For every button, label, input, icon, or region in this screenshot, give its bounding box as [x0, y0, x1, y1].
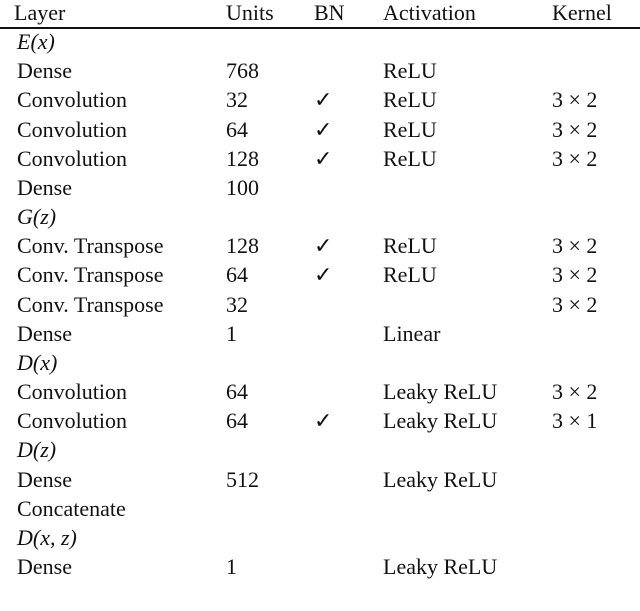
cell-act: ReLU: [383, 233, 437, 259]
cell-units: 128: [226, 233, 259, 259]
table-row: [0, 290, 640, 319]
section-row: [0, 27, 640, 56]
cell-kernel: 3 × 2: [552, 145, 598, 171]
table-row: [0, 377, 640, 406]
section-label: E(x): [17, 29, 55, 54]
cell-units: 64: [226, 408, 248, 434]
cell-units: 1: [226, 320, 237, 346]
cell-layer: Convolution: [17, 379, 128, 405]
header-kernel: Kernel: [552, 0, 612, 25]
table-row: [0, 231, 640, 260]
cell-layer: Conv. Transpose: [17, 233, 164, 259]
table-header: [0, 0, 640, 27]
table-row: [0, 85, 640, 114]
cell-bn: ✓: [314, 116, 333, 142]
cell-layer: Dense: [17, 320, 72, 346]
cell-bn: ✓: [314, 262, 333, 288]
table-row: [0, 406, 640, 435]
cell-act: ReLU: [383, 145, 437, 171]
cell-kernel: 3 × 2: [552, 233, 598, 259]
cell-act: Linear: [383, 320, 441, 346]
cell-units: 100: [226, 174, 259, 200]
cell-units: 1: [226, 554, 237, 580]
cell-act: ReLU: [383, 58, 437, 84]
cell-layer: Convolution: [17, 116, 128, 142]
cell-act: Leaky ReLU: [383, 408, 498, 434]
cell-act: Leaky ReLU: [383, 554, 498, 580]
cell-act: Leaky ReLU: [383, 379, 498, 405]
cell-units: 64: [226, 262, 248, 288]
section-label: D(x): [17, 349, 58, 375]
header-activation: Activation: [383, 0, 476, 25]
cell-layer: Convolution: [17, 408, 128, 434]
cell-act: ReLU: [383, 262, 437, 288]
cell-units: 32: [226, 87, 248, 113]
cell-kernel: 3 × 2: [552, 262, 598, 288]
cell-layer: Dense: [17, 58, 72, 84]
section-row: [0, 348, 640, 377]
section-label: D(z): [17, 437, 57, 463]
cell-units: 128: [226, 145, 259, 171]
cell-kernel: 3 × 2: [552, 291, 598, 317]
cell-act: ReLU: [383, 87, 437, 113]
cell-layer: Convolution: [17, 145, 128, 171]
cell-act: Leaky ReLU: [383, 466, 498, 492]
table-row: [0, 56, 640, 85]
header-units: Units: [226, 0, 274, 25]
cell-kernel: 3 × 2: [552, 87, 598, 113]
table-row: [0, 465, 640, 494]
cell-layer: Concatenate: [17, 495, 126, 521]
table-row: [0, 173, 640, 202]
cell-layer: Conv. Transpose: [17, 291, 164, 317]
cell-units: 512: [226, 466, 259, 492]
cell-units: 64: [226, 116, 248, 142]
table-row: [0, 494, 640, 523]
cell-act: ReLU: [383, 116, 437, 142]
table-row: [0, 552, 640, 581]
cell-bn: ✓: [314, 87, 333, 113]
section-row: [0, 435, 640, 464]
section-label: D(x, z): [17, 524, 77, 550]
cell-bn: ✓: [314, 145, 333, 171]
header-bn: BN: [314, 0, 345, 25]
cell-layer: Dense: [17, 466, 72, 492]
cell-units: 768: [226, 58, 259, 84]
header-layer: Layer: [14, 0, 66, 25]
cell-kernel: 3 × 1: [552, 408, 598, 434]
cell-units: 64: [226, 379, 248, 405]
cell-units: 32: [226, 291, 248, 317]
cell-kernel: 3 × 2: [552, 379, 598, 405]
cell-bn: ✓: [314, 233, 333, 259]
table-row: [0, 319, 640, 348]
table-row: [0, 260, 640, 289]
cell-bn: ✓: [314, 408, 333, 434]
table-row: [0, 144, 640, 173]
section-row: [0, 202, 640, 231]
cell-layer: Conv. Transpose: [17, 262, 164, 288]
cell-kernel: 3 × 2: [552, 116, 598, 142]
table-row: [0, 115, 640, 144]
cell-layer: Convolution: [17, 87, 128, 113]
cell-layer: Dense: [17, 174, 72, 200]
cell-layer: Dense: [17, 554, 72, 580]
section-label: G(z): [17, 204, 57, 230]
section-row: [0, 523, 640, 552]
